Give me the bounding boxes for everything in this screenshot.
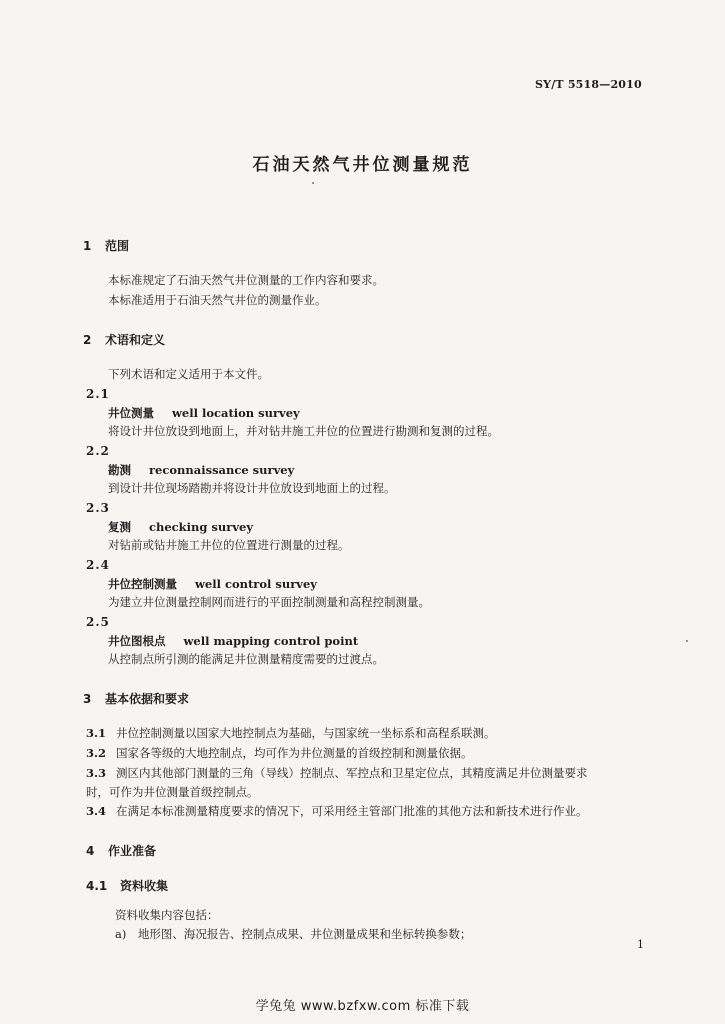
section-3-heading — [83, 690, 189, 707]
clause-text: 在满足本标准测量精度要求的情况下，可采用经主管部门批准的其他方法和新技术进行作业。 — [116, 804, 588, 818]
term-en: reconnaissance survey — [149, 463, 295, 477]
clause-number: 3.3 — [86, 766, 107, 780]
term-number: 2.5 — [86, 615, 110, 629]
section-number: 4 — [86, 844, 95, 858]
subsection-4-1-heading — [86, 877, 168, 894]
paragraph: 资料收集内容包括： — [115, 908, 219, 922]
clause-text: 井位控制测量以国家大地控制点为基础，与国家统一坐标系和高程系联测。 — [116, 726, 496, 740]
subsection-number: 4.1 — [86, 879, 108, 893]
term-definition: 从控制点所引测的能满足井位测量精度需要的过渡点。 — [108, 652, 384, 666]
term-number: 2.2 — [86, 444, 110, 458]
paragraph: 本标准规定了石油天然气井位测量的工作内容和要求。 — [108, 273, 384, 287]
term-en: well control survey — [195, 577, 317, 591]
section-number: 3 — [83, 692, 92, 706]
term-cn: 井位测量 — [108, 406, 154, 420]
term-heading — [108, 405, 300, 421]
term-number: 2.4 — [86, 558, 110, 572]
scan-speck — [312, 182, 314, 184]
section-title: 作业准备 — [108, 844, 157, 858]
term-definition: 为建立井位测量控制网而进行的平面控制测量和高程控制测量。 — [108, 595, 430, 609]
term-en: well location survey — [172, 406, 300, 420]
section-title: 基本依据和要求 — [105, 692, 190, 706]
clause-item — [86, 725, 496, 741]
term-number: 2.1 — [86, 387, 110, 401]
clause-item — [86, 745, 473, 761]
paragraph: 本标准适用于石油天然气井位的测量作业。 — [108, 293, 327, 307]
section-number: 2 — [83, 333, 92, 347]
subsection-title: 资料收集 — [120, 879, 169, 893]
term-number: 2.3 — [86, 501, 110, 515]
term-en: well mapping control point — [183, 634, 359, 648]
document-title: 石油天然气井位测量规范 — [252, 155, 473, 175]
section-title: 术语和定义 — [105, 333, 166, 347]
clause-number: 3.1 — [86, 726, 107, 740]
term-en: checking survey — [149, 520, 253, 534]
clause-text: 国家各等级的大地控制点，均可作为井位测量的首级控制和测量依据。 — [116, 746, 473, 760]
term-heading — [108, 633, 358, 649]
term-cn: 井位图根点 — [108, 634, 166, 648]
term-definition: 对钻前或钻井施工井位的位置进行测量的过程。 — [108, 538, 350, 552]
paragraph: 下列术语和定义适用于本文件。 — [108, 367, 269, 381]
clause-continuation: 时，可作为井位测量首级控制点。 — [86, 785, 259, 799]
section-number: 1 — [83, 239, 92, 253]
clause-text: 测区内其他部门测量的三角（导线）控制点、军控点和卫星定位点，其精度满足井位测量要求 — [116, 766, 588, 780]
section-1-heading — [83, 237, 129, 254]
standard-number: SY/T 5518—2010 — [535, 78, 642, 91]
term-cn: 勘测 — [108, 463, 131, 477]
term-heading — [108, 576, 317, 592]
term-heading — [108, 462, 294, 478]
scan-speck — [686, 640, 688, 642]
clause-item — [86, 803, 588, 819]
list-item: a) 地形图、海况报告、控制点成果、井位测量成果和坐标转换参数； — [115, 927, 472, 941]
section-2-heading — [83, 331, 165, 348]
term-definition: 到设计井位现场踏勘并将设计井位放设到地面上的过程。 — [108, 481, 396, 495]
page-number: 1 — [637, 938, 644, 951]
section-4-heading — [86, 842, 156, 859]
term-heading — [108, 519, 253, 535]
clause-item — [86, 765, 588, 781]
clause-number: 3.4 — [86, 804, 107, 818]
term-cn: 复测 — [108, 520, 131, 534]
clause-number: 3.2 — [86, 746, 107, 760]
section-title: 范围 — [105, 239, 130, 253]
watermark-footer: 学兔兔 www.bzfxw.com 标准下载 — [255, 999, 470, 1014]
term-definition: 将设计井位放设到地面上，并对钻井施工井位的位置进行勘测和复测的过程。 — [108, 424, 499, 438]
term-cn: 井位控制测量 — [108, 577, 177, 591]
